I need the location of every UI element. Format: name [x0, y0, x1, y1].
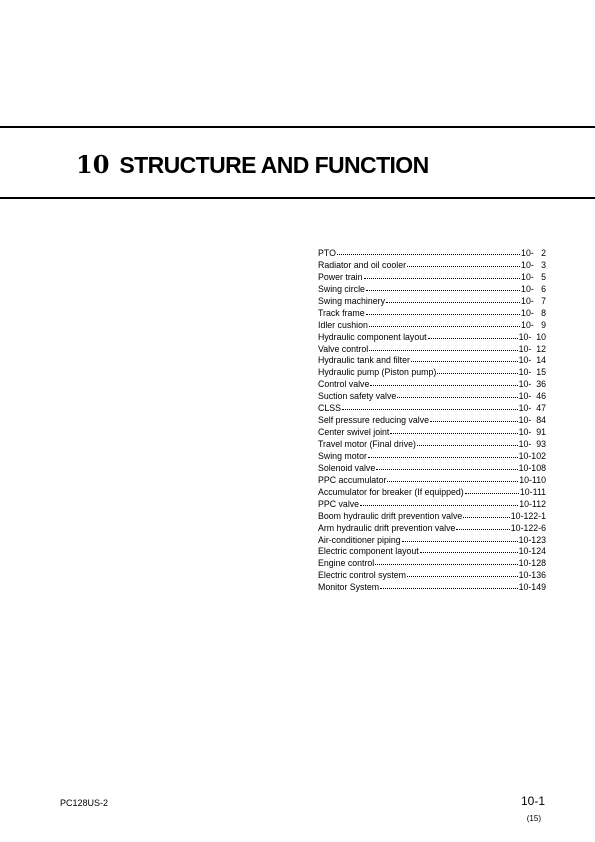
toc-leader-dots — [456, 529, 509, 530]
toc-entry — [318, 439, 546, 451]
toc-entry-label: Travel motor (Final drive) — [318, 439, 416, 449]
toc-leader-dots — [369, 326, 520, 327]
toc-leader-dots — [370, 385, 517, 386]
toc-entry-label: Swing circle — [318, 283, 365, 294]
toc-entry-page: 10-111 — [519, 486, 546, 497]
toc-entry-label: Swing machinery — [318, 295, 385, 306]
toc-leader-dots — [375, 564, 517, 565]
toc-entry — [318, 332, 546, 344]
toc-leader-dots — [428, 338, 518, 339]
toc-entry-page: 10- 47 — [518, 403, 546, 414]
toc-entry-page: 10- 15 — [518, 367, 546, 378]
toc-leader-dots — [420, 552, 518, 553]
toc-entry-page: 10- 3 — [521, 259, 546, 270]
toc-entry-page: 10- 14 — [518, 355, 546, 366]
toc-entry-page: 10-102 — [518, 450, 546, 461]
toc-entry-page: 10- 5 — [521, 271, 546, 282]
toc-leader-dots — [386, 302, 520, 303]
chapter-number: 10 — [76, 150, 110, 179]
toc-entry-label: Electric control system — [318, 570, 406, 581]
toc-entry-page: 10-122-1 — [510, 510, 546, 521]
toc-entry-label: Electric component layout — [318, 546, 419, 557]
toc-entry-page: 10- 10 — [518, 331, 546, 342]
toc-entry — [318, 248, 546, 260]
toc-entry-page: 10- 12 — [518, 343, 546, 354]
toc-entry-page: 10- 6 — [521, 283, 546, 294]
toc-entry-page: 10- 46 — [518, 391, 546, 402]
footer-page-number: 10-1 — [520, 794, 545, 808]
chapter-heading — [76, 150, 429, 184]
toc-leader-dots — [360, 505, 518, 506]
toc-entry-label: PPC accumulator — [318, 474, 387, 485]
toc-entry — [318, 570, 546, 582]
toc-leader-dots — [387, 481, 518, 482]
toc-entry — [318, 427, 546, 439]
toc-entry — [318, 546, 546, 558]
toc-entry — [318, 415, 546, 427]
toc-entry-page: 10- 91 — [518, 427, 546, 438]
toc-entry-page: 10- 2 — [521, 248, 546, 258]
toc-leader-dots — [437, 373, 517, 374]
toc-leader-dots — [465, 493, 519, 494]
toc-leader-dots — [390, 433, 517, 434]
bottom-rule — [0, 197, 595, 199]
toc-entry-label: Self pressure reducing valve — [318, 415, 429, 426]
toc-entry-label: Hydraulic component layout — [318, 331, 427, 342]
toc-entry — [318, 308, 546, 320]
toc-entry-page: 10- 93 — [518, 439, 546, 449]
toc-entry-label: Hydraulic pump (Piston pump) — [318, 367, 437, 378]
toc-entry — [318, 320, 546, 332]
toc-entry-label: Accumulator for breaker (If equipped) — [318, 486, 464, 497]
toc-leader-dots — [369, 350, 517, 351]
toc-entry-page: 10-128 — [518, 558, 546, 569]
toc-entry — [318, 260, 546, 272]
toc-entry-label: Arm hydraulic drift prevention valve — [318, 522, 456, 533]
toc-leader-dots — [417, 445, 518, 446]
toc-entry-label: Power train — [318, 271, 363, 282]
top-rule — [0, 126, 595, 128]
toc-entry — [318, 379, 546, 391]
toc-leader-dots — [407, 266, 520, 267]
toc-entry-label: Engine control — [318, 558, 375, 569]
toc-leader-dots — [337, 254, 520, 255]
toc-leader-dots — [376, 469, 517, 470]
toc-leader-dots — [380, 588, 517, 589]
toc-entry-label: Air-conditioner piping — [318, 534, 401, 545]
toc-entry — [318, 499, 546, 511]
toc-entry — [318, 475, 546, 487]
toc-entry — [318, 523, 546, 535]
toc-entry-page: 10- 36 — [518, 379, 546, 390]
toc-leader-dots — [463, 517, 510, 518]
toc-entry-label: Control valve — [318, 379, 370, 390]
toc-entry-label: Radiator and oil cooler — [318, 259, 407, 270]
toc-entry-label: Center swivel joint — [318, 427, 390, 438]
toc-entry-page: 10- 7 — [521, 295, 546, 306]
toc-entry-page: 10-149 — [518, 582, 546, 593]
toc-entry-page: 10-110 — [519, 474, 546, 485]
toc-entry-label: Boom hydraulic drift prevention valve — [318, 510, 463, 521]
toc-entry-page: 10- 9 — [521, 319, 546, 330]
toc-leader-dots — [411, 361, 518, 362]
toc-entry — [318, 558, 546, 570]
toc-entry-page: 10- 84 — [518, 415, 546, 426]
toc-entry-page: 10-123 — [518, 534, 546, 545]
toc-entry-label: Hydraulic tank and filter — [318, 355, 410, 366]
toc-leader-dots — [407, 576, 518, 577]
toc-entry-page: 10-124 — [518, 546, 546, 557]
toc-entry-label: Track frame — [318, 307, 365, 318]
toc-entry — [318, 344, 546, 356]
toc-entry-label: PTO — [318, 248, 336, 258]
toc-entry-page: 10-136 — [518, 570, 546, 581]
toc-entry-label: Idler cushion — [318, 319, 368, 330]
toc-leader-dots — [364, 278, 521, 279]
toc-entry-page: 10-112 — [519, 498, 546, 509]
toc-leader-dots — [366, 314, 520, 315]
toc-entry — [318, 511, 546, 523]
toc-entry-label: Swing motor — [318, 450, 367, 461]
toc-entry-label: Solenoid valve — [318, 462, 376, 473]
footer-model: PC128US-2 — [60, 798, 109, 808]
toc-entry-page: 10-108 — [518, 462, 546, 473]
toc-leader-dots — [397, 397, 517, 398]
toc-entry — [318, 463, 546, 475]
toc-entry — [318, 451, 546, 463]
toc-entry — [318, 284, 546, 296]
toc-entry — [318, 272, 546, 284]
toc-entry — [318, 487, 546, 499]
toc-entry-label: Monitor System — [318, 582, 380, 593]
toc-entry-page: 10-122-6 — [510, 522, 546, 533]
toc-entry — [318, 367, 546, 379]
toc-entry-label: Valve control — [318, 343, 369, 354]
toc-entry — [318, 391, 546, 403]
toc-leader-dots — [402, 541, 518, 542]
footer-revision: (15) — [526, 814, 541, 823]
toc-entry — [318, 296, 546, 308]
toc-entry-label: Suction safety valve — [318, 391, 397, 402]
chapter-title: STRUCTURE AND FUNCTION — [119, 152, 429, 178]
table-of-contents — [318, 248, 546, 594]
toc-entry — [318, 535, 546, 547]
toc-entry-label: CLSS — [318, 403, 341, 414]
toc-entry — [318, 582, 546, 594]
toc-entry-page: 10- 8 — [521, 307, 546, 318]
toc-entry — [318, 355, 546, 367]
toc-entry-label: PPC valve — [318, 498, 360, 509]
toc-leader-dots — [430, 421, 518, 422]
toc-leader-dots — [368, 457, 518, 458]
toc-leader-dots — [342, 409, 518, 410]
toc-entry — [318, 403, 546, 415]
toc-leader-dots — [366, 290, 520, 291]
